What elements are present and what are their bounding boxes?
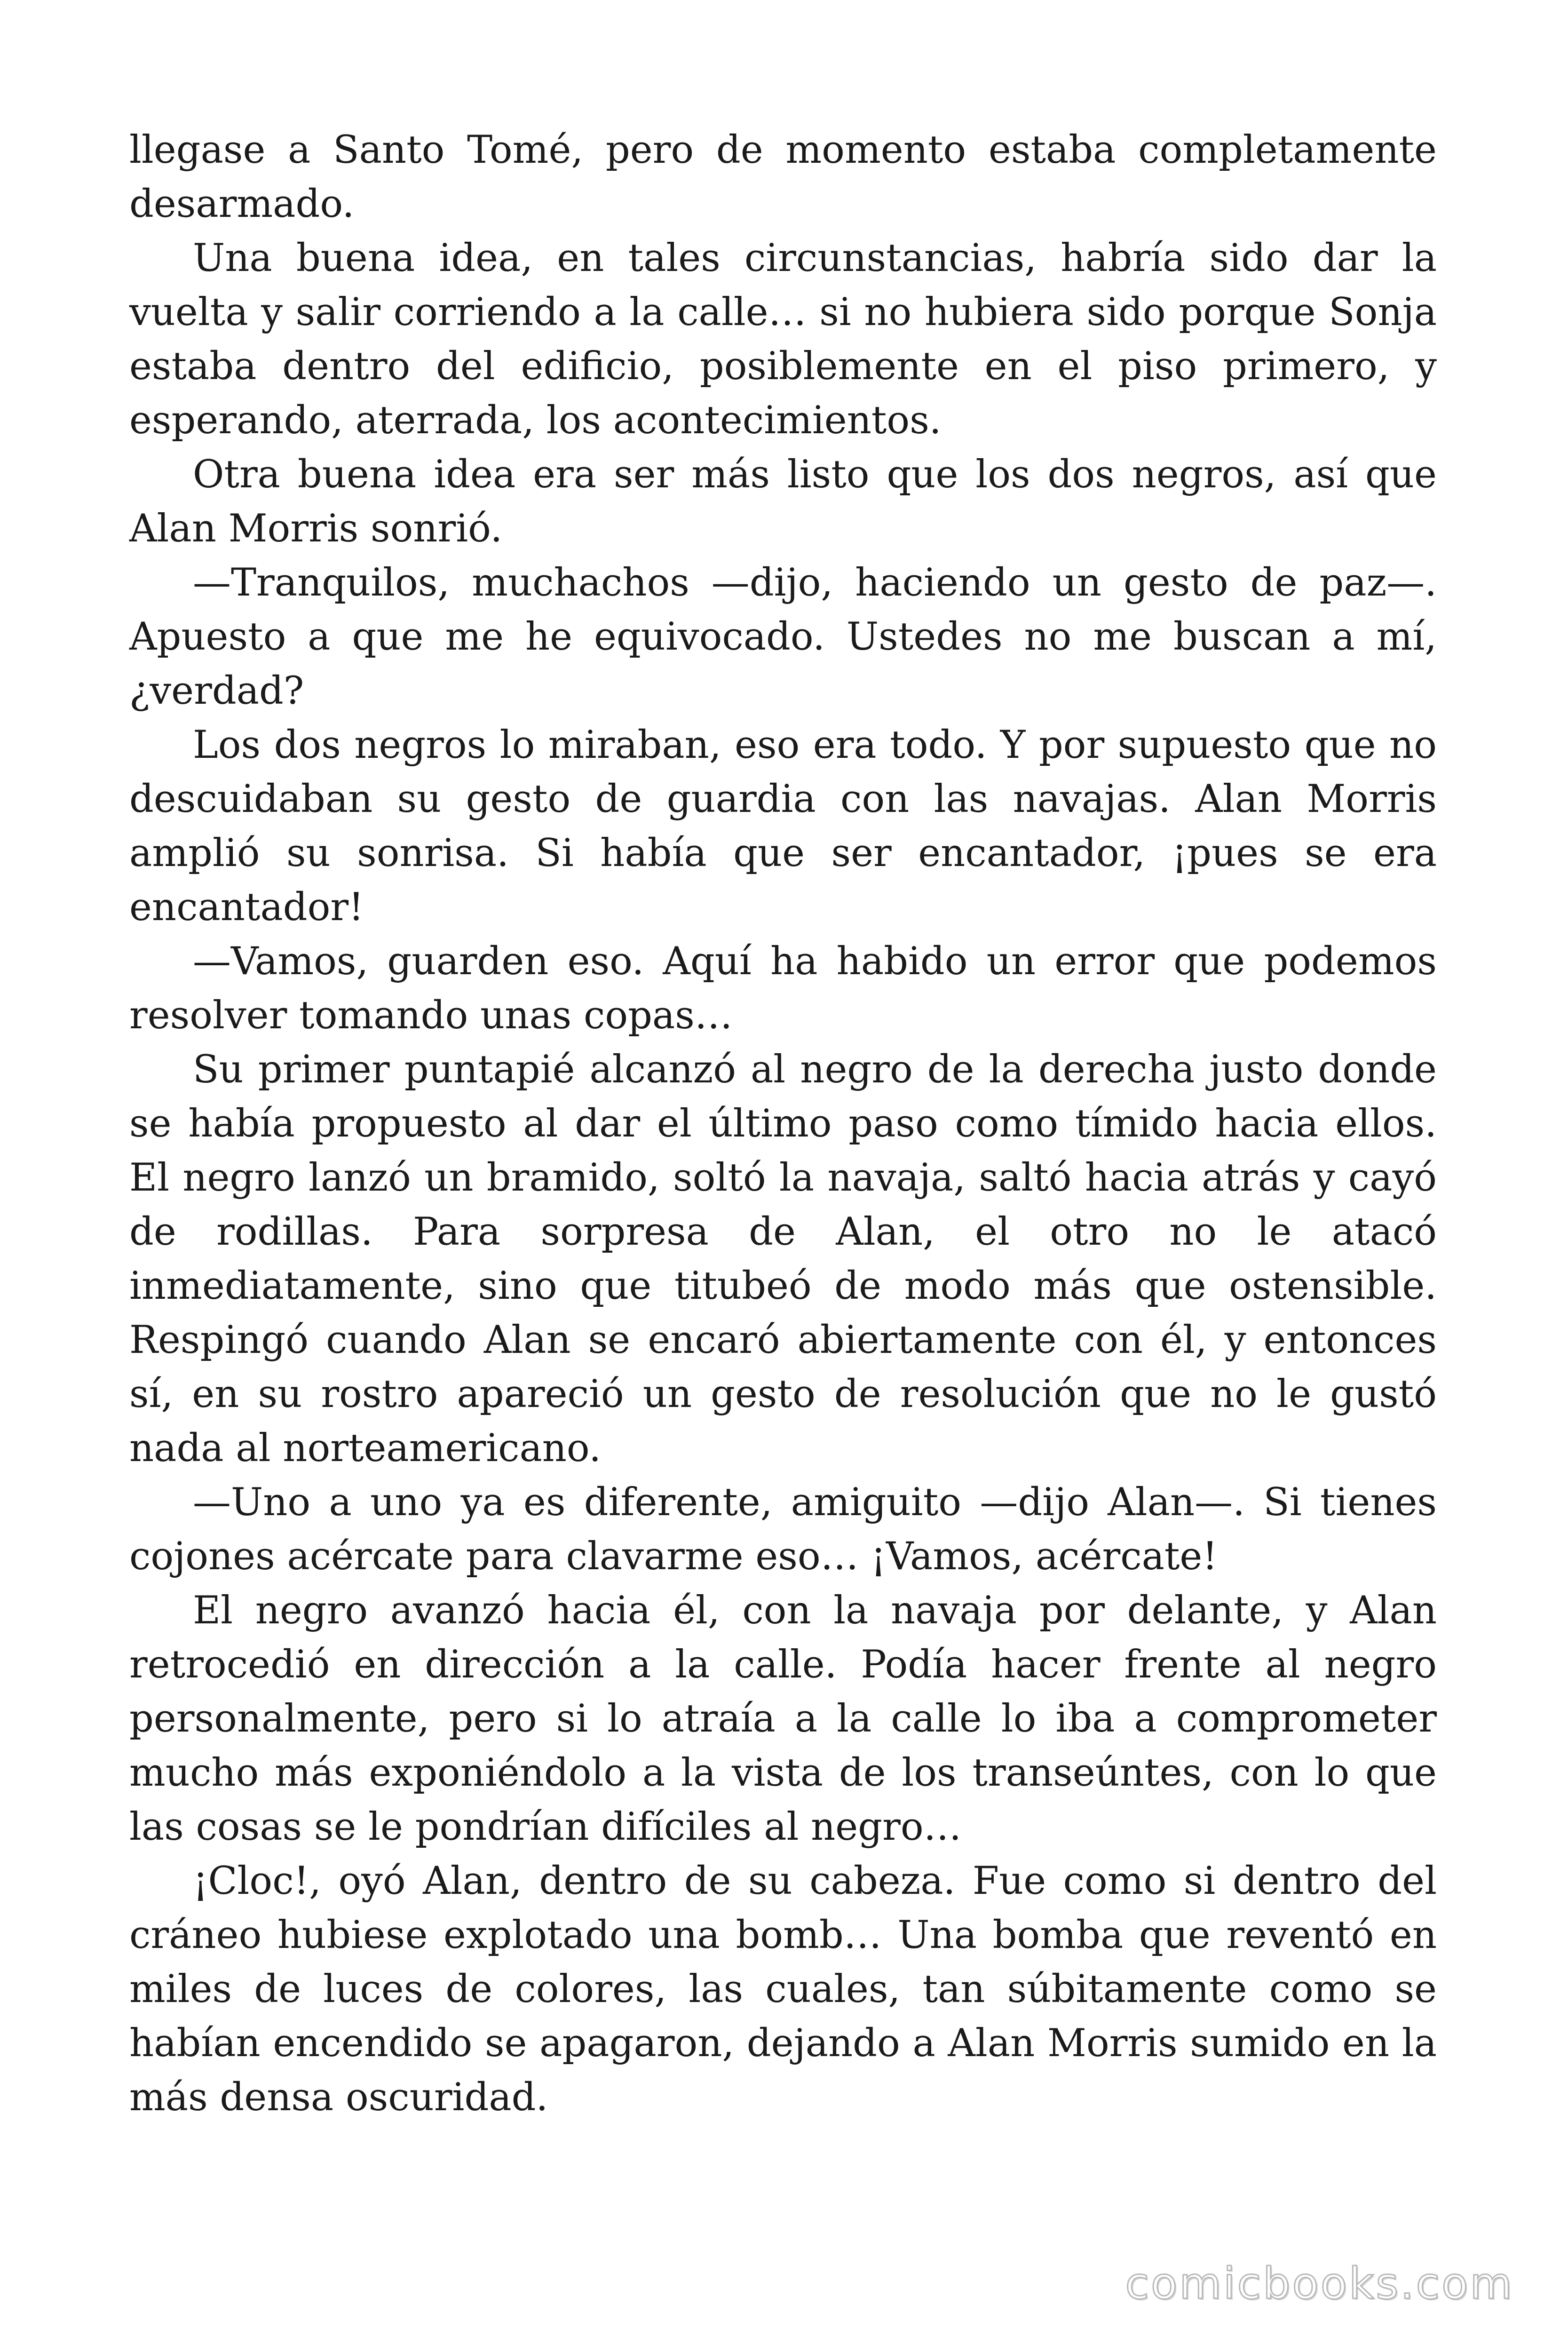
paragraph: ¡Cloc!, oyó Alan, dentro de su cabeza. Fue como si dentro del cráneo hubiese explotado una bomb… Una bomba que reventó en miles de luces de colores, las cuales, tan súbitamente como se habían encendido se apagaron, dejando a Alan Morris sumido en la más densa oscuridad. (129, 1859, 1437, 2120)
body-text (129, 123, 1437, 2125)
paragraph: Los dos negros lo miraban, eso era todo. Y por supuesto que no descuidaban su gesto de guardia con las navajas. Alan Morris amplió su sonrisa. Si había que ser encantador, ¡pues se era encantador! (129, 723, 1437, 930)
paragraph: Una buena idea, en tales circunstancias, habría sido dar la vuelta y salir corriendo a la calle… si no hubiera sido porque Sonja estaba dentro del edificio, posiblemente en el piso primero, y esperando, aterrada, los acontecimientos. (129, 236, 1437, 443)
paragraph: —Vamos, guarden eso. Aquí ha habido un error que podemos resolver tomando unas copas… (129, 939, 1437, 1038)
paragraph: llegase a Santo Tomé, pero de momento estaba completamente desarmado. (129, 128, 1437, 226)
paragraph: —Uno a uno ya es diferente, amiguito —dijo Alan—. Si tienes cojones acércate para clavarme eso… ¡Vamos, acércate! (129, 1480, 1437, 1579)
paragraph: El negro avanzó hacia él, con la navaja por delante, y Alan retrocedió en dirección a la calle. Podía hacer frente al negro personalmente, pero si lo atraía a la calle lo iba a comprometer mucho más exponiéndolo a la vista de los transeúntes, con lo que las cosas se le pondrían difíciles al negro… (129, 1589, 1437, 1849)
watermark: comicbooks.com (1125, 2258, 1514, 2309)
paragraph: —Tranquilos, muchachos —dijo, haciendo un gesto de paz—. Apuesto a que me he equivocado. Ustedes no me buscan a mí, ¿verdad? (129, 561, 1437, 713)
paragraph: Otra buena idea era ser más listo que los dos negros, así que Alan Morris sonrió. (129, 453, 1437, 551)
paragraph: Su primer puntapié alcanzó al negro de la derecha justo donde se había propuesto al dar el último paso como tímido hacia ellos. El negro lanzó un bramido, soltó la navaja, saltó hacia atrás y cayó de rodillas. Para sorpresa de Alan, el otro no le atacó inmediatamente, sino que titubeó de modo más que ostensible. Respingó cuando Alan se encaró abiertamente con él, y entonces sí, en su rostro apareció un gesto de resolución que no le gustó nada al norteamericano. (129, 1048, 1437, 1470)
